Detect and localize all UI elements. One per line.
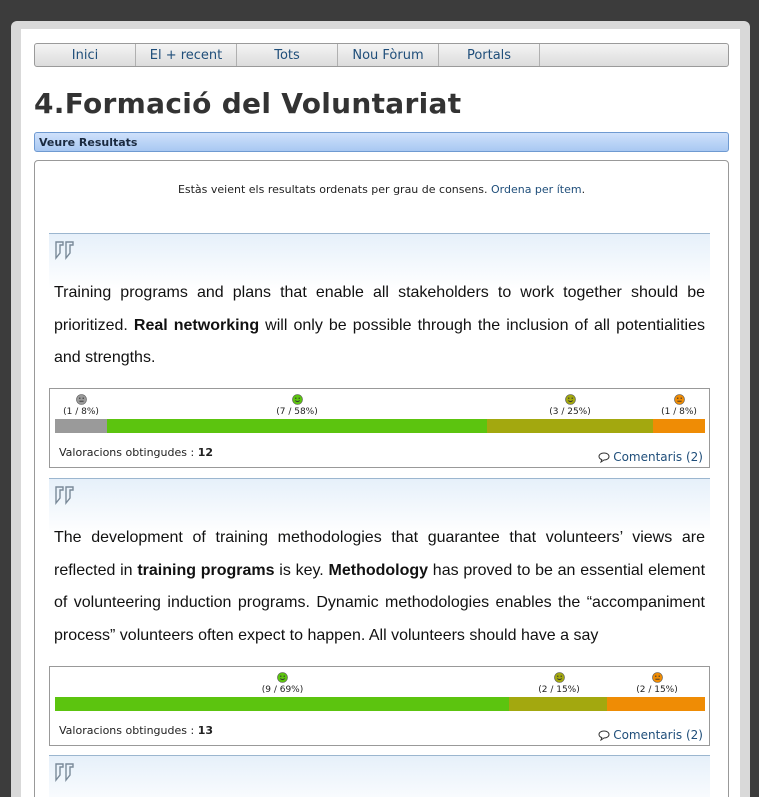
segment-label (55, 672, 510, 695)
consensus-bar (55, 419, 705, 433)
proposal-text (49, 522, 710, 652)
consensus-bar (55, 697, 705, 711)
comments-label: Comentaris (2) (613, 450, 703, 464)
smile-green-face-icon (292, 394, 303, 405)
comment-bubble-icon (598, 452, 610, 463)
proposal-text-bold: Real networking (133, 316, 260, 334)
proposal-text-bold: Methodology (328, 561, 429, 579)
vote-box (49, 388, 710, 468)
segment-count-label: (3 / 25%) (549, 407, 591, 417)
proposal-text-part: Training programs and plans that enable all stakeholders to work together should be prioritized. (54, 284, 705, 334)
smile-olive-face-icon (565, 394, 576, 405)
nav-item-recent[interactable]: El + recent (136, 44, 237, 66)
nav-item-inici[interactable]: Inici (35, 44, 136, 66)
neutral-orange-face-icon (652, 672, 663, 683)
comments-link[interactable] (598, 728, 703, 742)
proposal-text (49, 277, 710, 375)
segment-label (107, 394, 487, 417)
sort-info-end: . (581, 183, 586, 196)
vote-box (49, 666, 710, 746)
nav-item-portals[interactable]: Portals (439, 44, 540, 66)
quote-icon (54, 485, 76, 505)
comments-label: Comentaris (2) (613, 728, 703, 742)
view-results-button[interactable]: Veure Resultats (34, 132, 729, 152)
quote-icon (54, 762, 76, 782)
quote-box (49, 233, 710, 388)
bar-segment (107, 419, 487, 433)
segment-count-label: (2 / 15%) (538, 685, 580, 695)
proposal-text-part: will only be possible through the inclusion of all potentialities and strengths. (54, 316, 706, 366)
bar-segment (653, 419, 705, 433)
segment-label (55, 394, 107, 417)
neutral-grey-face-icon (76, 394, 87, 405)
comments-link[interactable] (598, 450, 703, 464)
votes-count (59, 446, 213, 459)
proposal-text-part: has proved to be an essential element of volunteering induction programs. Dynamic methodologies enables the “accompaniment process” volunteers often expect to happen. All volunteers should have a say (54, 561, 706, 644)
votes-value: 12 (197, 446, 213, 459)
sort-info-text: Estàs veient els resultats ordenats per grau de consens. (177, 183, 488, 196)
smile-green-face-icon (277, 672, 288, 683)
comment-bubble-icon (598, 730, 610, 741)
neutral-orange-face-icon (674, 394, 685, 405)
segment-label (510, 672, 608, 695)
nav-item-tots[interactable]: Tots (237, 44, 338, 66)
quote-icon (54, 240, 76, 260)
proposal-text-bold: training programs (137, 561, 275, 579)
segment-label (487, 394, 653, 417)
segment-count-label: (9 / 69%) (261, 685, 304, 695)
votes-label: Valoracions obtingudes : (59, 724, 198, 737)
bar-segment (55, 697, 509, 711)
quote-box (49, 478, 710, 666)
sort-info (35, 183, 728, 196)
result-item (49, 478, 710, 746)
page-title: 4.Formació del Voluntariat (34, 87, 462, 120)
votes-count (59, 724, 213, 737)
sort-by-item-link[interactable]: Ordena per ítem (490, 183, 582, 196)
bar-segment (607, 697, 705, 711)
quote-box (49, 755, 710, 797)
votes-value: 13 (197, 724, 213, 737)
bar-segment (55, 419, 107, 433)
smile-olive-face-icon (554, 672, 565, 683)
segment-label (608, 672, 706, 695)
segment-labels (55, 667, 705, 697)
proposal-text-part: The development of training methodologies that guarantee that volunteers’ views are reflected in (54, 529, 705, 579)
result-item (49, 755, 710, 797)
results-panel (34, 160, 729, 797)
segment-count-label: (1 / 8%) (63, 407, 99, 417)
bar-segment (487, 419, 653, 433)
segment-count-label: (2 / 15%) (636, 685, 678, 695)
proposal-text-part: is key. (274, 561, 329, 579)
segment-label (653, 394, 705, 417)
segment-count-label: (7 / 58%) (276, 407, 318, 417)
top-nav (34, 43, 729, 67)
segment-count-label: (1 / 8%) (661, 407, 697, 417)
page (21, 29, 740, 797)
nav-item-nou-forum[interactable]: Nou Fòrum (338, 44, 439, 66)
segment-labels (55, 389, 705, 419)
bar-segment (509, 697, 607, 711)
votes-label: Valoracions obtingudes : (59, 446, 198, 459)
result-item (49, 233, 710, 468)
